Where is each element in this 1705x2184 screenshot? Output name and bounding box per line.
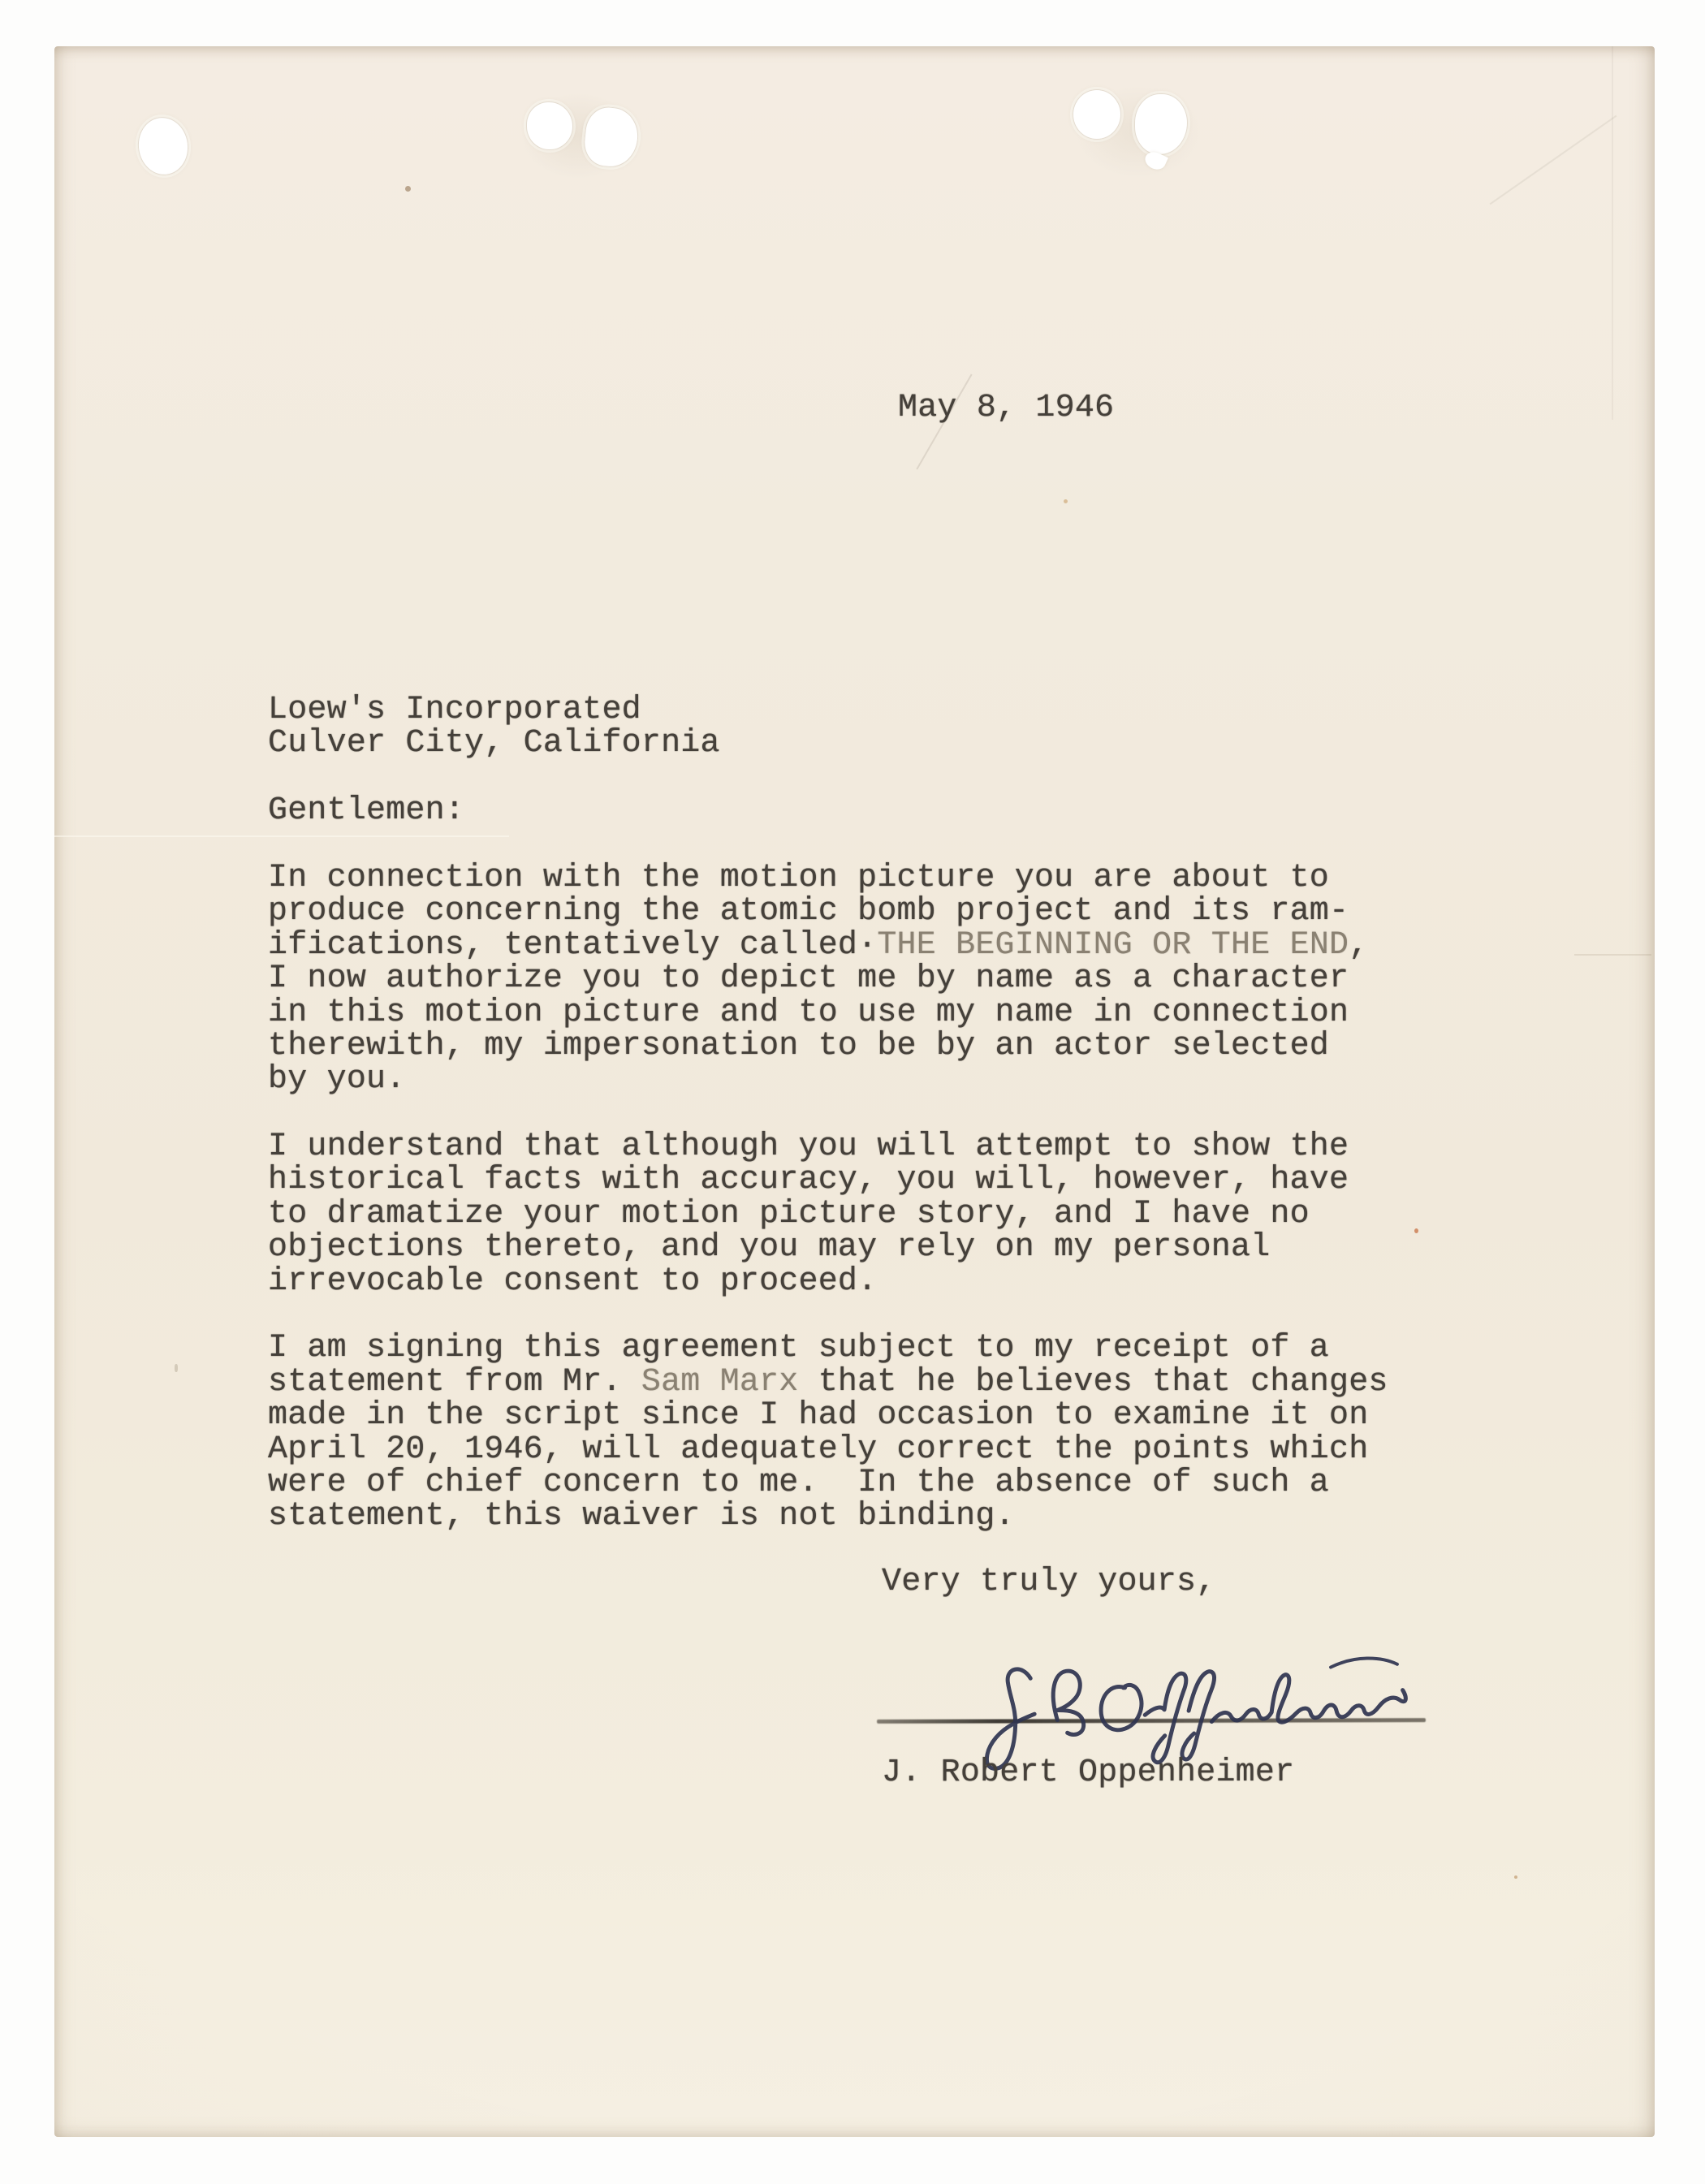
typed-line: April 20, 1946, will adequately correct the points which bbox=[268, 1431, 1369, 1468]
paper-crease bbox=[1490, 115, 1617, 205]
paper-speck bbox=[175, 1364, 178, 1372]
typed-line: by you. bbox=[268, 1061, 406, 1098]
typed-line bbox=[268, 1097, 1388, 1130]
punch-hole bbox=[1134, 93, 1188, 155]
typed-line bbox=[268, 828, 1388, 861]
paper-speck bbox=[1064, 499, 1068, 503]
letter-body-flow bbox=[268, 693, 1388, 1534]
typed-line: I am signing this agreement subject to my receipt of a bbox=[268, 1330, 1330, 1367]
typed-line: made in the script since I had occasion to examine it on bbox=[268, 1397, 1369, 1435]
typed-line: Gentlemen: bbox=[268, 792, 465, 830]
typed-line: produce concerning the atomic bomb project and its ram- bbox=[268, 893, 1349, 930]
paper-crease bbox=[1612, 46, 1613, 420]
typed-line: Culver City, California bbox=[268, 725, 720, 762]
typed-line: Loew's Incorporated bbox=[268, 692, 641, 728]
typed-line: ifications, tentatively called·THE BEGINNING OR THE END, bbox=[268, 926, 1369, 964]
typed-line: therewith, my impersonation to be by an actor selected bbox=[268, 1027, 1330, 1064]
typed-line: statement, this waiver is not binding. bbox=[268, 1498, 1015, 1535]
typed-line: historical facts with accuracy, you will, however, have bbox=[268, 1162, 1349, 1199]
typed-line: In connection with the motion picture you are about to bbox=[268, 859, 1330, 896]
typed-line: statement from Mr. Sam Marx that he believes that changes bbox=[268, 1363, 1388, 1401]
letter-date: May 8, 1946 bbox=[898, 390, 1115, 426]
typed-line bbox=[268, 761, 1388, 794]
typed-line: were of chief concern to me. In the absence of such a bbox=[268, 1464, 1330, 1501]
letter-paper bbox=[54, 46, 1655, 2137]
typed-line: I now authorize you to depict me by name as a character bbox=[268, 960, 1349, 998]
paper-crease bbox=[1574, 954, 1651, 956]
typed-line: I understand that although you will attempt to show the bbox=[268, 1129, 1349, 1166]
typed-line: irrevocable consent to proceed. bbox=[268, 1262, 878, 1300]
typed-line: in this motion picture and to use my name in connection bbox=[268, 994, 1349, 1031]
paper-speck bbox=[405, 186, 411, 192]
typed-line: to dramatize your motion picture story, and I have no bbox=[268, 1195, 1310, 1232]
paper-speck bbox=[1514, 1875, 1517, 1879]
typed-signature-name: J. Robert Oppenheimer bbox=[882, 1755, 1295, 1791]
typed-line bbox=[268, 1298, 1388, 1332]
punch-hole bbox=[526, 101, 573, 150]
typed-line: objections thereto, and you may rely on my personal bbox=[268, 1229, 1271, 1267]
paper-speck bbox=[1414, 1228, 1418, 1233]
punch-hole bbox=[581, 105, 641, 170]
punch-hole bbox=[134, 114, 192, 179]
punch-hole bbox=[1073, 89, 1121, 140]
letter-closing: Very truly yours, bbox=[882, 1564, 1216, 1600]
